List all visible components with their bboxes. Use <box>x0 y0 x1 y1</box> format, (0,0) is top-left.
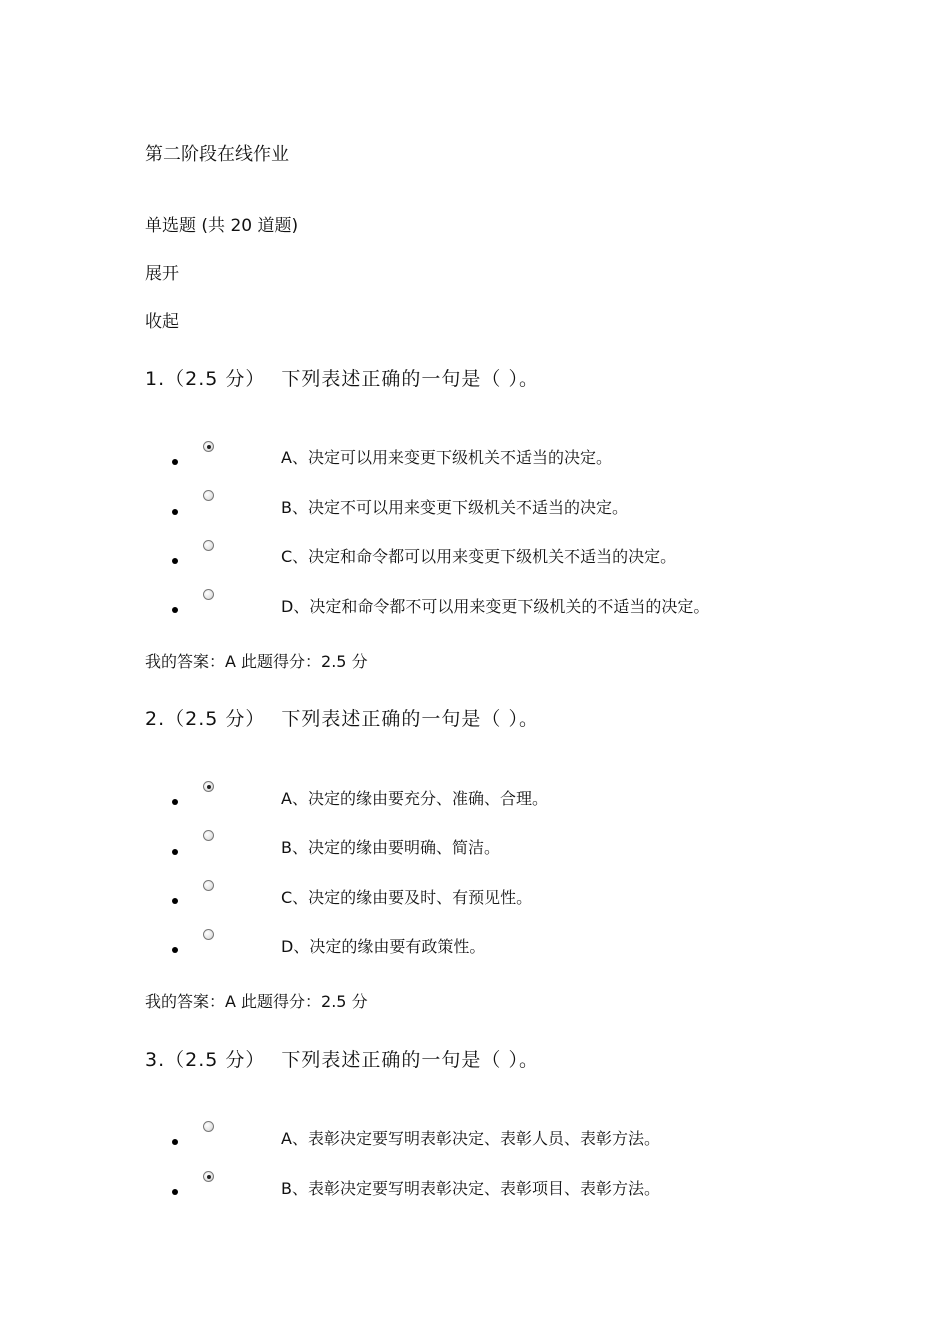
option-label[interactable]: B、决定不可以用来变更下级机关不适当的决定。 <box>281 498 628 517</box>
radio-option-c[interactable] <box>203 540 214 551</box>
question-number: 3. <box>145 1049 166 1071</box>
radio-option-d[interactable] <box>203 589 214 600</box>
question-score: （2.5 分） <box>165 368 266 390</box>
bullet <box>172 849 178 855</box>
bullet <box>172 898 178 904</box>
page-title: 第二阶段在线作业 <box>145 144 289 165</box>
bullet <box>172 1189 178 1195</box>
radio-option-a[interactable] <box>203 781 214 792</box>
question-number: 1. <box>145 368 166 390</box>
question-text: 下列表述正确的一句是（ ）。 <box>281 368 539 390</box>
option-label[interactable]: D、决定的缘由要有政策性。 <box>281 937 486 956</box>
option-label[interactable]: A、决定可以用来变更下级机关不适当的决定。 <box>281 448 612 467</box>
section-header: 单选题 (共 20 道题) <box>145 216 299 236</box>
question-heading <box>145 364 539 391</box>
question-text: 下列表述正确的一句是（ ）。 <box>281 1049 539 1071</box>
radio-option-b[interactable] <box>203 1171 214 1182</box>
bullet <box>172 459 178 465</box>
radio-option-a[interactable] <box>203 1121 214 1132</box>
bullet <box>172 799 178 805</box>
bullet <box>172 558 178 564</box>
radio-option-d[interactable] <box>203 929 214 940</box>
collapse-link[interactable]: 收起 <box>145 312 179 332</box>
bullet <box>172 509 178 515</box>
option-label[interactable]: B、表彰决定要写明表彰决定、表彰项目、表彰方法。 <box>281 1179 660 1198</box>
option-label[interactable]: C、决定的缘由要及时、有预见性。 <box>281 888 533 907</box>
option-label[interactable]: C、决定和命令都可以用来变更下级机关不适当的决定。 <box>281 547 677 566</box>
radio-option-b[interactable] <box>203 830 214 841</box>
question-number: 2. <box>145 708 166 730</box>
question-score: （2.5 分） <box>165 1049 266 1071</box>
expand-link[interactable]: 展开 <box>145 264 179 284</box>
option-label[interactable]: B、决定的缘由要明确、简洁。 <box>281 838 500 857</box>
radio-option-a[interactable] <box>203 441 214 452</box>
answer-result: 我的答案：A 此题得分：2.5 分 <box>145 992 368 1011</box>
question-text: 下列表述正确的一句是（ ）。 <box>281 708 539 730</box>
radio-option-b[interactable] <box>203 490 214 501</box>
question-heading <box>145 704 539 731</box>
option-label[interactable]: D、决定和命令都不可以用来变更下级机关的不适当的决定。 <box>281 597 710 616</box>
option-label[interactable]: A、决定的缘由要充分、准确、合理。 <box>281 789 548 808</box>
radio-option-c[interactable] <box>203 880 214 891</box>
answer-result: 我的答案：A 此题得分：2.5 分 <box>145 652 368 671</box>
bullet <box>172 947 178 953</box>
question-heading <box>145 1045 539 1072</box>
question-score: （2.5 分） <box>165 708 266 730</box>
bullet <box>172 607 178 613</box>
bullet <box>172 1139 178 1145</box>
option-label[interactable]: A、表彰决定要写明表彰决定、表彰人员、表彰方法。 <box>281 1129 660 1148</box>
